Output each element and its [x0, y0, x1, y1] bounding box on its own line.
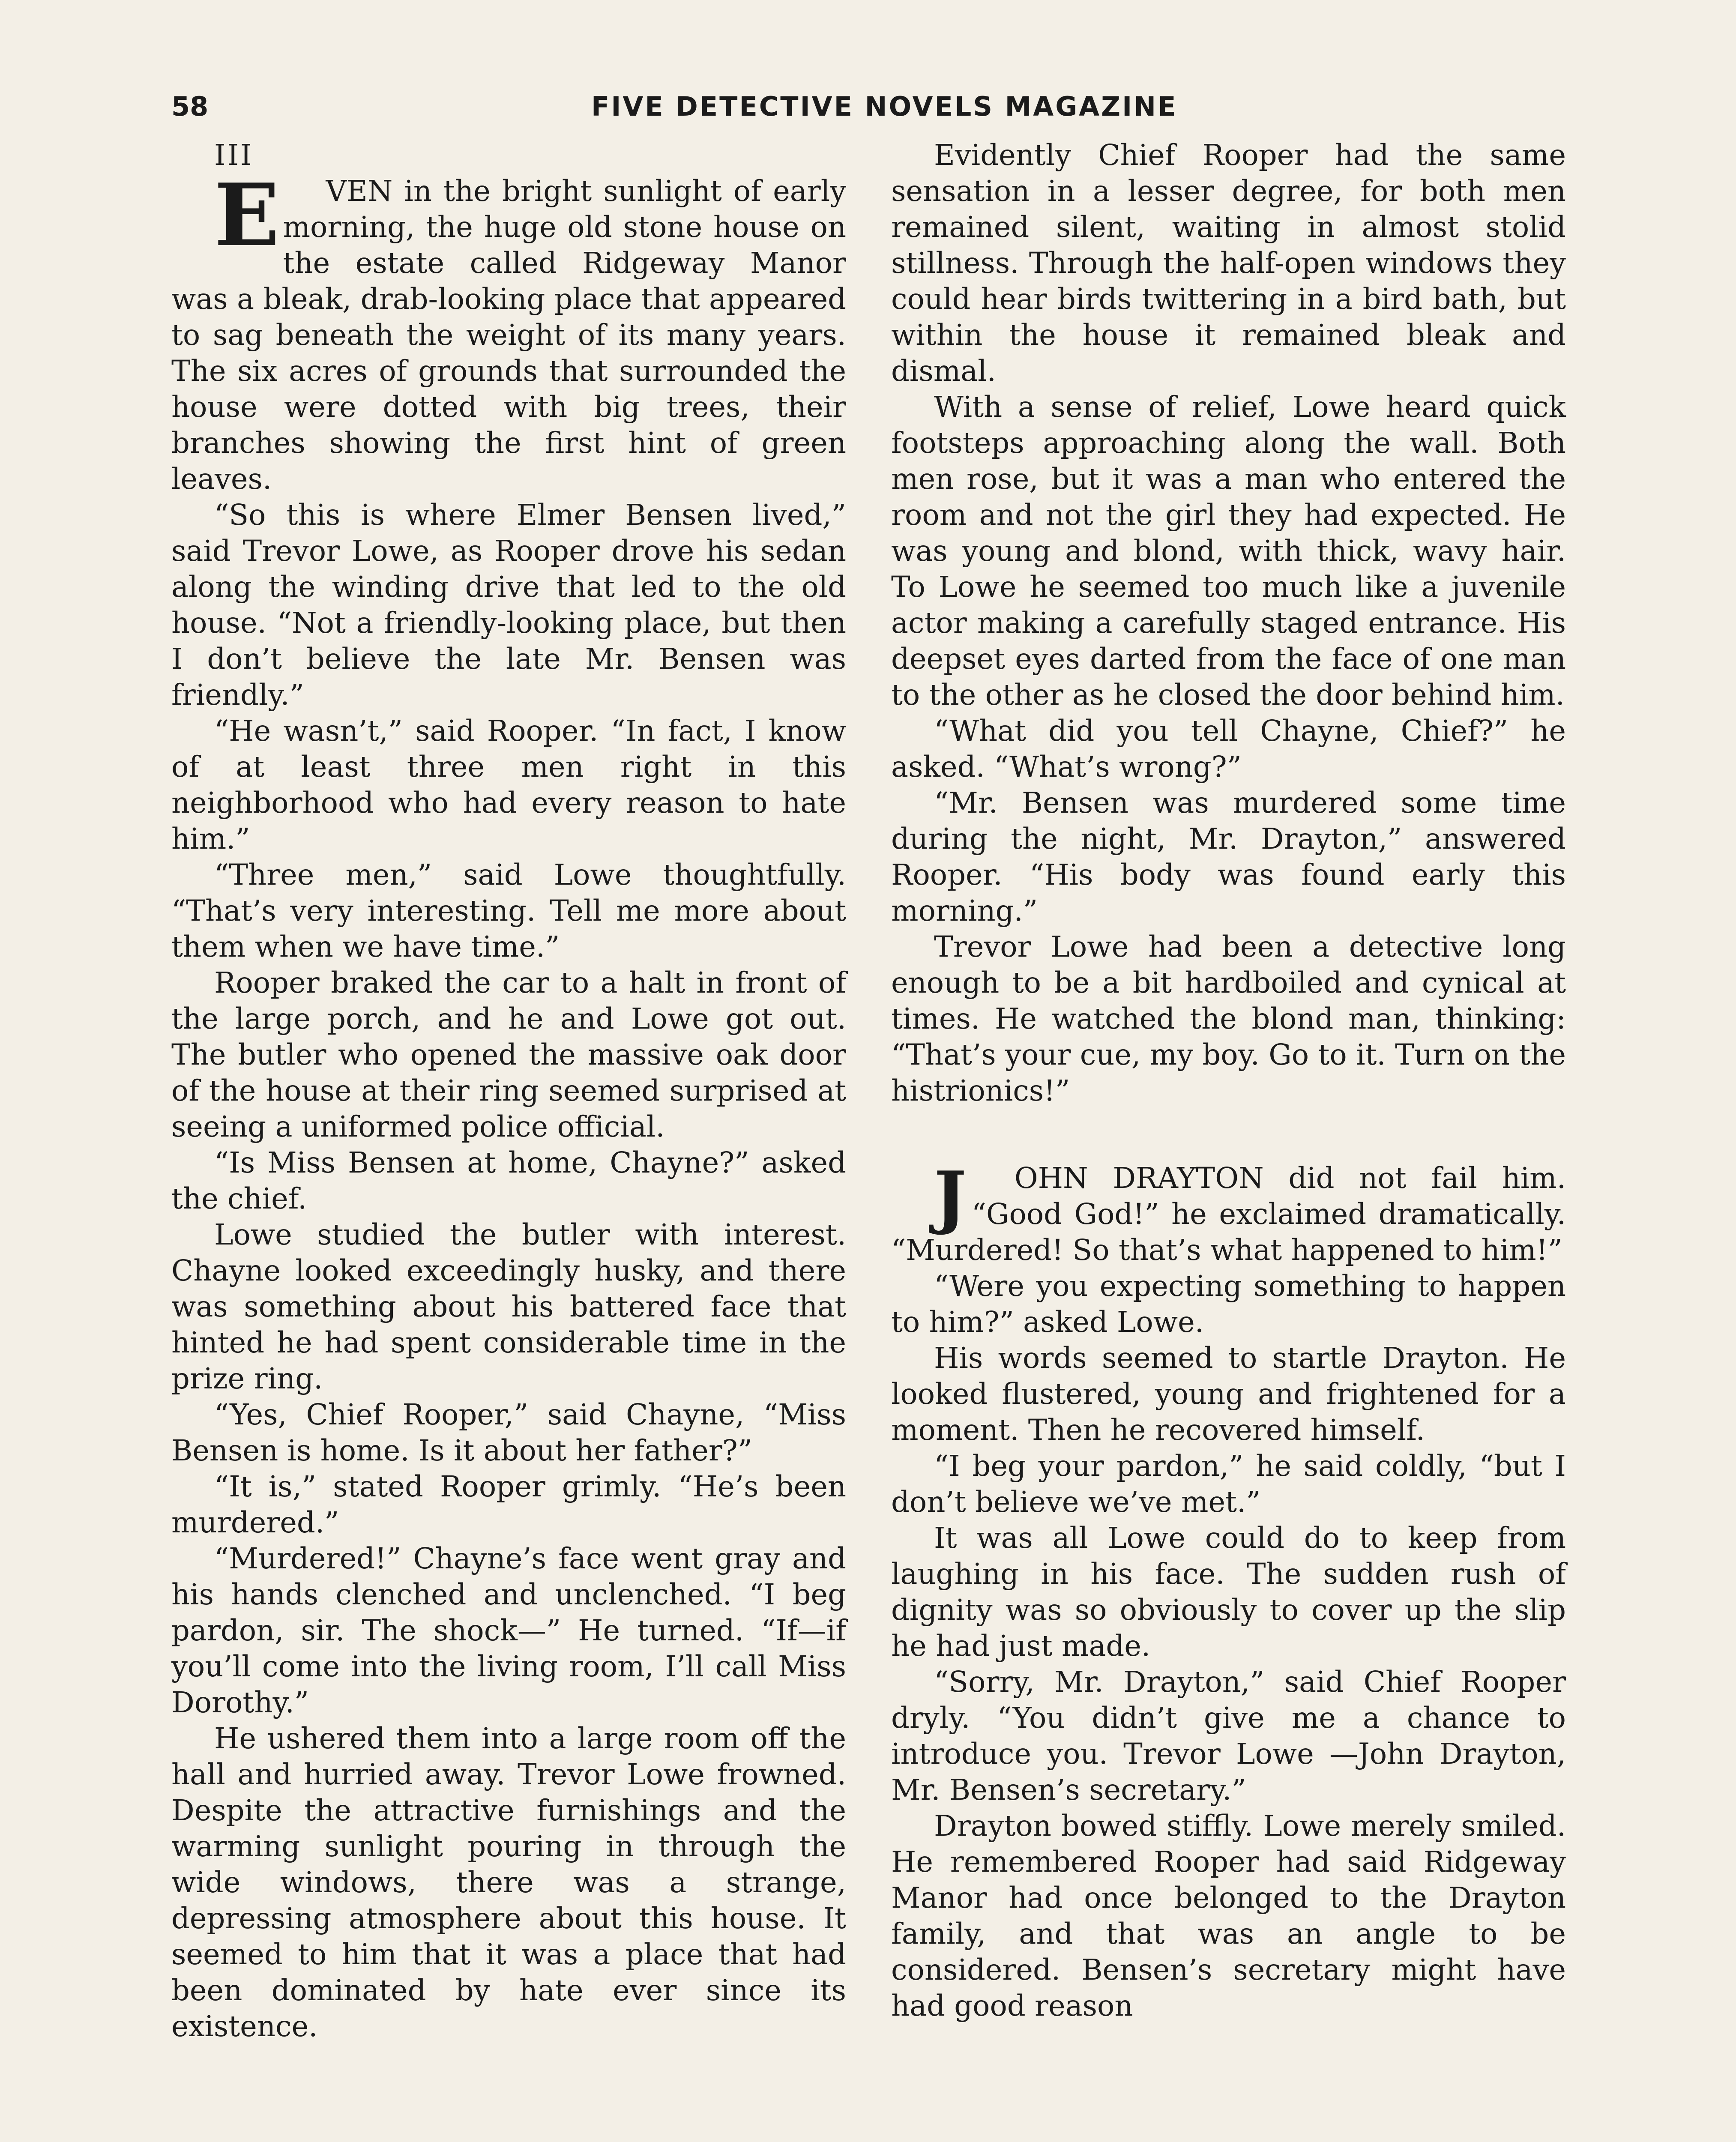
opening-paragraph-text: VEN in the bright sunlight of early morning, the huge old stone house on the estate called Ridgeway Manor was a bleak, drab-looking place that appeared to sag beneath the weight of its many years. The six acres of grounds that surrounded the house were dotted with big trees, their branches showing the first hint of green leaves. [171, 174, 846, 496]
magazine-title: FIVE DETECTIVE NOVELS MAGAZINE [591, 91, 1178, 122]
paragraph: “Yes, Chief Rooper,” said Chayne, “Miss Bensen is home. Is it about her father?” [171, 1398, 846, 1467]
drop-cap-j: J [934, 1156, 967, 1237]
paragraph: Evidently Chief Rooper had the same sensation in a lesser degree, for both men remained silent, waiting in almost stolid stillness. Through the half-open windows they could hear birds twittering in a bird bath, but within the house it remained bleak and dismal. [891, 138, 1566, 388]
opening-paragraph [171, 165, 846, 497]
section-break [891, 1109, 1566, 1160]
section-heading: III [214, 138, 254, 172]
drop-cap-e: E [214, 165, 280, 266]
page-header [171, 91, 1571, 127]
paragraph: Rooper braked the car to a halt in front of the large porch, and he and Lowe got out. The butler who opened the massive oak door of the house at their ring seemed surprised at seeing a uniformed police official. [171, 966, 846, 1143]
paragraph: “Mr. Bensen was murdered some time during the night, Mr. Drayton,” answered Rooper. “His body was found early this morning.” [891, 786, 1566, 927]
paragraph: “He wasn’t,” said Rooper. “In fact, I know of at least three men right in this neighborhood who had every reason to hate him.” [171, 714, 846, 856]
paragraph: Trevor Lowe had been a detective long enough to be a bit hardboiled and cynical at times. He watched the blond man, thinking: “That’s your cue, my boy. Go to it. Turn on the histrionics!” [891, 930, 1566, 1107]
left-column [171, 137, 846, 2044]
paragraph: “Were you expecting something to happen to him?” asked Lowe. [891, 1269, 1566, 1339]
paragraph: Lowe studied the butler with interest. Chayne looked exceedingly husky, and there was something about his battered face that hinted he had spent considerable time in the prize ring. [171, 1218, 846, 1395]
paragraph: He ushered them into a large room off the hall and hurried away. Trevor Lowe frowned. Despite the attractive furnishings and the warming sunlight pouring in through the wide windows, there was a strange, depressing atmosphere about this house. It seemed to him that it was a place that had been dominated by hate ever since its existence. [171, 1722, 846, 2043]
break-paragraph [891, 1156, 1566, 1268]
paragraph: “Sorry, Mr. Drayton,” said Chief Rooper dryly. “You didn’t give me a chance to introduce you. Trevor Lowe —John Drayton, Mr. Bensen’s secretary.” [891, 1665, 1566, 1807]
paragraph: “Is Miss Bensen at home, Chayne?” asked the chief. [171, 1146, 846, 1215]
paragraph: “What did you tell Chayne, Chief?” he asked. “What’s wrong?” [891, 714, 1566, 784]
page-number: 58 [171, 91, 209, 122]
break-paragraph-text: OHN DRAYTON did not fail him. “Good God!” he exclaimed dramatically. “Murdered! So that’s what happened to him!” [891, 1161, 1566, 1267]
paragraph: “So this is where Elmer Bensen lived,” said Trevor Lowe, as Rooper drove his sedan along the winding drive that led to the old house. “Not a friendly-looking place, but then I don’t believe the late Mr. Bensen was friendly.” [171, 498, 846, 712]
right-column [891, 137, 1566, 2024]
paragraph: With a sense of relief, Lowe heard quick footsteps approaching along the wall. Both men rose, but it was a man who entered the room and not the girl they had expected. He was young and blond, with thick, wavy hair. To Lowe he seemed too much like a juvenile actor making a carefully staged entrance. His deepset eyes darted from the face of one man to the other as he closed the door behind him. [891, 390, 1566, 712]
paragraph: “I beg your pardon,” he said coldly, “but I don’t believe we’ve met.” [891, 1449, 1566, 1519]
paragraph: “It is,” stated Rooper grimly. “He’s been murdered.” [171, 1470, 846, 1539]
paragraph: His words seemed to startle Drayton. He looked flustered, young and frightened for a moment. Then he recovered himself. [891, 1341, 1566, 1447]
paragraph: Drayton bowed stiffly. Lowe merely smiled. He remembered Rooper had said Ridgeway Manor had once belonged to the Drayton family, and that was an angle to be considered. Bensen’s secretary might have had good reason [891, 1809, 1566, 2022]
paragraph: “Murdered!” Chayne’s face went gray and his hands clenched and unclenched. “I beg pardon, sir. The shock—” He turned. “If—if you’ll come into the living room, I’ll call Miss Dorothy.” [171, 1542, 846, 1719]
paragraph: It was all Lowe could do to keep from laughing in his face. The sudden rush of dignity was so obviously to cover up the slip he had just made. [891, 1521, 1566, 1663]
paragraph: “Three men,” said Lowe thoughtfully. “That’s very interesting. Tell me more about them when we have time.” [171, 858, 846, 963]
